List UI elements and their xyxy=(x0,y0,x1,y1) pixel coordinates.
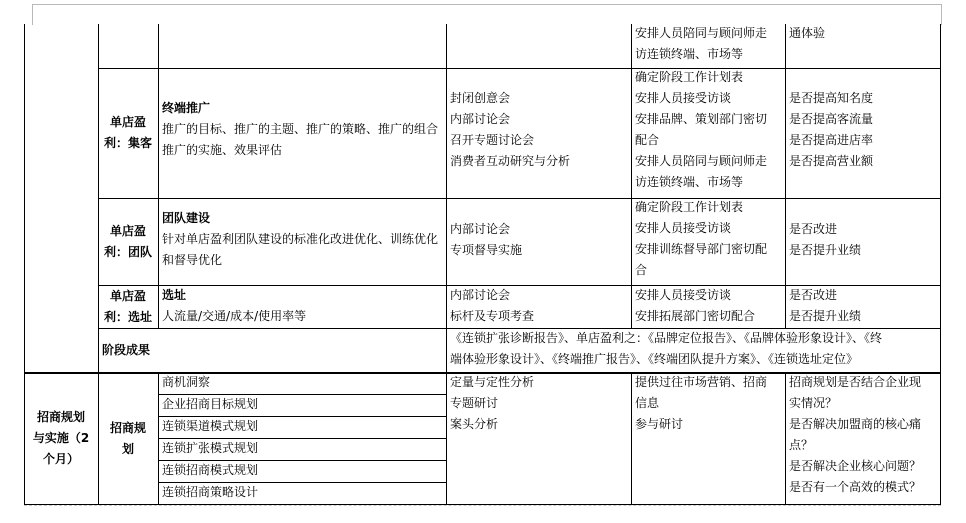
hline-outcome-top xyxy=(98,328,941,329)
vline-col1 xyxy=(98,24,99,505)
site-title: 选址 xyxy=(162,288,187,302)
vline-col4-upper xyxy=(631,24,632,328)
vline-col2 xyxy=(158,24,159,328)
hline-invest-top xyxy=(24,372,941,374)
hline-item-2 xyxy=(158,416,446,417)
outcome-text-cell: 《连锁扩张诊断报告》、单店盈利之：《品牌定位报告》、《品牌体验形象设计》、《终 端体验形象设计》、《终端推广报告》、《终端团队提升方案》、《连锁选址定位》 xyxy=(450,331,883,366)
invest-item-3: 连锁扩张模式规划 xyxy=(162,441,259,455)
vline-col5-upper xyxy=(785,24,786,328)
vline-col5-lower xyxy=(785,372,786,505)
top-result-cell: 通体验 xyxy=(789,26,826,40)
site-result-cell: 是否改进 是否提升业绩 xyxy=(789,288,862,323)
invest-item-2: 连锁渠道模式规划 xyxy=(162,419,259,433)
hline-site-top xyxy=(98,285,941,286)
vline-col4-lower xyxy=(631,372,632,505)
site-label: 单店盈 利：选址 xyxy=(103,288,152,324)
team-content-cell: 团队建设 针对单店盈利团队建设的标准化改进优化、训练优化 和督导优化 xyxy=(158,208,446,274)
terminal-support-cell: 确定阶段工作计划表 安排人员接受访谈 安排品牌、策划部门密切 配合 安排人员陪同与顾问师走 访连锁终端、市场等 xyxy=(635,70,768,189)
vline-col3 xyxy=(446,24,447,505)
vline-right xyxy=(940,24,941,505)
hline-terminal-top xyxy=(98,68,941,69)
team-support-cell: 确定阶段工作计划表 安排人员接受访谈 安排训练督导部门密切配 合 xyxy=(635,200,768,277)
team-title: 团队建设 xyxy=(162,211,211,225)
team-method-cell: 内部讨论会 专项督导实施 xyxy=(450,222,523,257)
hline-item-5 xyxy=(158,482,446,483)
invest-item-0: 商机洞察 xyxy=(162,375,211,389)
site-method-cell: 内部讨论会 标杆及专项考查 xyxy=(450,288,535,323)
invest-support-cell: 提供过往市场营销、招商 信息 参与研讨 xyxy=(635,375,768,431)
invest-item-5: 连锁招商策略设计 xyxy=(162,485,259,499)
plan-table xyxy=(24,24,941,505)
site-support-cell: 安排人员接受访谈 安排拓展部门密切配合 xyxy=(635,288,756,323)
outcome-label: 阶段成果 xyxy=(102,343,151,357)
top-support-cell: 安排人员陪同与顾问师走 访连锁终端、市场等 xyxy=(635,26,768,61)
terminal-result-cell: 是否提高知名度 是否提高客流量 是否提高进店率 是否提高营业额 xyxy=(789,91,874,168)
page-top-border xyxy=(32,4,942,25)
hline-item-3 xyxy=(158,438,446,439)
terminal-label: 单店盈 利：集客 xyxy=(103,115,152,150)
team-result-cell: 是否改进 是否提升业绩 xyxy=(789,222,862,257)
page-bottom-border xyxy=(24,505,941,506)
terminal-content-cell: 终端推广 推广的目标、推广的主题、推广的策略、推广的组合 推广的实施、效果评估 xyxy=(158,98,446,184)
invest-item-4: 连锁招商模式规划 xyxy=(162,463,259,477)
terminal-title: 终端推广 xyxy=(162,101,211,115)
invest-item-1: 企业招商目标规划 xyxy=(162,397,259,411)
invest-phase-label: 招商规划 与实施（2 个月） xyxy=(32,410,90,466)
team-label: 单店盈 利：团队 xyxy=(103,223,152,259)
hline-item-4 xyxy=(158,460,446,461)
invest-result-cell: 招商规划是否结合企业现 实情况？ 是否解决加盟商的核心痛 点？ 是否解决企业核心问题？ 是否有一个高效的模式？ xyxy=(789,375,922,494)
hline-team-top xyxy=(98,198,941,199)
invest-label: 招商规 划 xyxy=(109,420,146,456)
invest-method-cell: 定量与定性分析 专题研讨 案头分析 xyxy=(450,375,535,431)
terminal-method-cell: 封闭创意会 内部讨论会 召开专题讨论会 消费者互动研究与分析 xyxy=(450,91,571,168)
hline-item-1 xyxy=(158,394,446,395)
vline-col0 xyxy=(24,24,25,505)
site-content-cell: 选址 人流量/交通/成本/使用率等 xyxy=(158,285,446,328)
